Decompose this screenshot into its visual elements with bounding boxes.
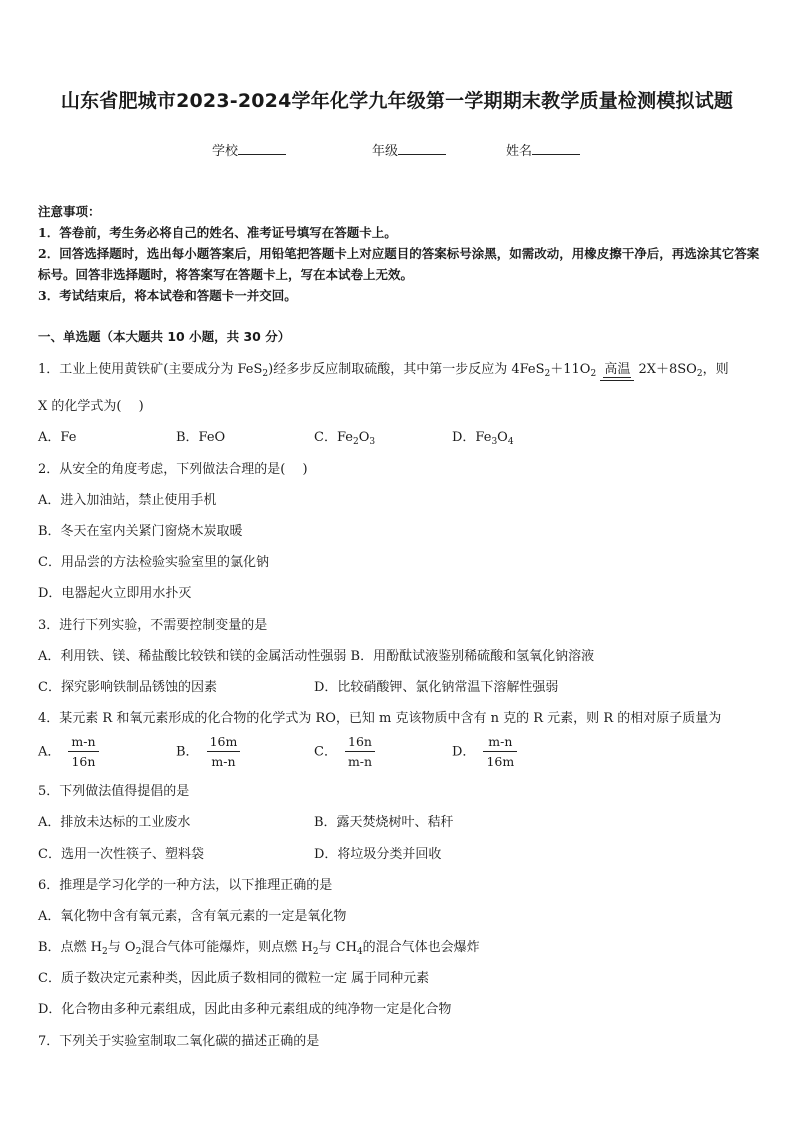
question-5-stem: 5．下列做法值得提倡的是 bbox=[38, 784, 190, 799]
q3-option-c: C．探究影响铁制品锈蚀的因素 bbox=[38, 680, 217, 695]
q4-option-b: B． $\frac{16m}{m-n}$ bbox=[176, 734, 240, 770]
fraction: $\frac{m-n}{16n}$ bbox=[68, 734, 98, 770]
notice-heading: 注意事项： bbox=[38, 204, 101, 219]
q4-option-d: D． $\frac{m-n}{16m}$ bbox=[452, 734, 517, 770]
q5-option-a: A．排放未达标的工业废水 bbox=[38, 815, 191, 830]
notice-item: 3．考试结束后，将本试卷和答题卡一并交回。 bbox=[38, 288, 297, 303]
q6-option-a: A．氧化物中含有氧元素，含有氧元素的一定是氧化物 bbox=[38, 909, 347, 924]
name-field bbox=[506, 140, 580, 159]
grade-field bbox=[372, 140, 446, 159]
q1-option-b: B．FeO bbox=[176, 430, 226, 445]
q2-option-d: D．电器起火立即用水扑灭 bbox=[38, 586, 192, 601]
q6-option-c: C．质子数决定元素种类，因此质子数相同的微粒一定 属于同种元素 bbox=[38, 971, 430, 986]
fraction: $\frac{16m}{m-n}$ bbox=[207, 734, 241, 770]
q4-option-c: C． $\frac{16n}{m-n}$ bbox=[314, 734, 375, 770]
q1-option-a: A．Fe bbox=[38, 430, 77, 445]
exam-title: 山东省肥城市2023-2024学年化学九年级第一学期期末教学质量检测模拟试题 bbox=[60, 90, 734, 112]
q6-option-d: D．化合物由多种元素组成，因此由多种元素组成的纯净物一定是化合物 bbox=[38, 1002, 452, 1017]
question-3-stem: 3．进行下列实验，不需要控制变量的是 bbox=[38, 618, 268, 633]
notice-item: 2．回答选择题时，选出每小题答案后，用铅笔把答题卡上对应题目的答案标号涂黑，如需改动，用橡皮擦干净后，再选涂其它答案标号。回答非选择题时，将答案写在答题卡上，写在本试卷上无效。 bbox=[38, 246, 760, 282]
question-6-stem: 6．推理是学习化学的一种方法，以下推理正确的是 bbox=[38, 878, 333, 893]
q2-option-c: C．用品尝的方法检验实验室里的氯化钠 bbox=[38, 555, 269, 570]
q5-option-d: D．将垃圾分类并回收 bbox=[314, 847, 442, 862]
question-4-stem: 4．某元素 R 和氧元素形成的化合物的化学式为 RO，已知 m 克该物质中含有 n 克的 R 元素，则 R 的相对原子质量为 bbox=[38, 711, 722, 726]
school-blank bbox=[238, 142, 286, 155]
q3-option-d: D．比较硝酸钾、氯化钠常温下溶解性强弱 bbox=[314, 680, 559, 695]
grade-label: 年级 bbox=[372, 144, 399, 159]
section-heading: 一、单选题（本大题共 10 小题，共 30 分） bbox=[38, 329, 291, 344]
q2-option-b: B．冬天在室内关紧门窗烧木炭取暖 bbox=[38, 524, 243, 539]
grade-blank bbox=[398, 142, 446, 155]
fraction: $\frac{m-n}{16m}$ bbox=[483, 734, 517, 770]
q4-option-a: A． $\frac{m-n}{16n}$ bbox=[38, 734, 99, 770]
q5-option-b: B．露天焚烧树叶、秸秆 bbox=[314, 815, 454, 830]
question-7-stem: 7．下列关于实验室制取二氧化碳的描述正确的是 bbox=[38, 1034, 320, 1049]
notice-item: 1．答卷前，考生务必将自己的姓名、准考证号填写在答题卡上。 bbox=[38, 225, 397, 240]
question-1-stem: 1．工业上使用黄铁矿(主要成分为 FeS$_2$)经多步反应制取硫酸，其中第一步反应为 $4FeS_2+11O_2$ 高温 $2X+8SO_2$，则 bbox=[38, 362, 729, 379]
q1-option-d: D．$Fe_3O_4$ bbox=[452, 430, 514, 447]
q1-option-c: C．$Fe_2O_3$ bbox=[314, 430, 376, 447]
reaction-condition: 高温 bbox=[600, 362, 634, 378]
school-field bbox=[212, 140, 286, 159]
notice-block bbox=[38, 201, 760, 306]
q5-option-c: C．选用一次性筷子、塑料袋 bbox=[38, 847, 204, 862]
q3-option-ab: A．利用铁、镁、稀盐酸比较铁和镁的金属活动性强弱 B．用酚酞试液鉴别稀硫酸和氢氧化钠溶液 bbox=[38, 649, 595, 664]
q6-option-b: B．点燃 $H_2$与 $O_2$混合气体可能爆炸，则点燃 $H_2$与 $CH_4$的混合气体也会爆炸 bbox=[38, 940, 480, 957]
name-label: 姓名 bbox=[506, 144, 533, 159]
question-1-stem-line2: X 的化学式为( ) bbox=[38, 399, 144, 414]
name-blank bbox=[532, 142, 580, 155]
fraction: $\frac{16n}{m-n}$ bbox=[345, 734, 375, 770]
q2-option-a: A．进入加油站，禁止使用手机 bbox=[38, 493, 217, 508]
question-2-stem: 2．从安全的角度考虑，下列做法合理的是( ) bbox=[38, 462, 308, 477]
school-label: 学校 bbox=[212, 144, 239, 159]
